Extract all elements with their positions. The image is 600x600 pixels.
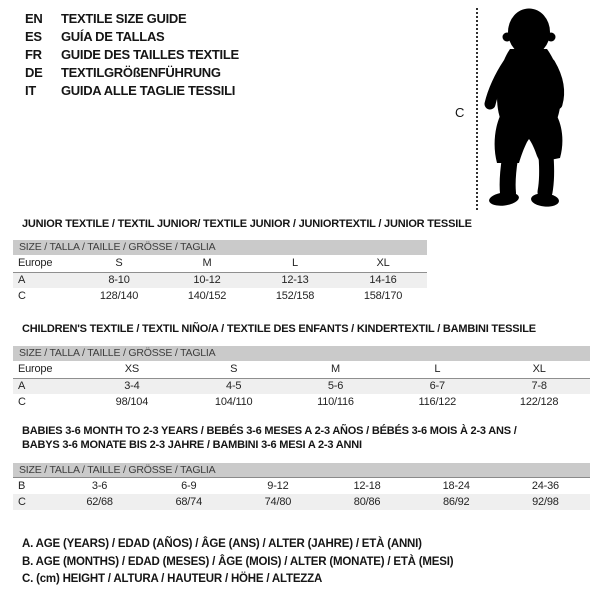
row-label: Europe [13, 255, 75, 272]
table-row [13, 255, 427, 272]
size-cell: 68/74 [144, 494, 233, 510]
language-code: EN [25, 10, 43, 26]
table-row [13, 478, 590, 494]
language-code: FR [25, 46, 42, 62]
size-cell: 6-7 [386, 378, 488, 394]
table-row [13, 361, 590, 378]
size-cell: 14-16 [339, 272, 427, 288]
section-title-line: CHILDREN'S TEXTILE / TEXTIL NIÑO/A / TEXTILE DES ENFANTS / KINDERTEXTIL / BAMBINI TESSILE [22, 323, 536, 335]
table-row [13, 288, 427, 304]
size-header-bar: SIZE / TALLA / TAILLE / GRÖSSE / TAGLIA [13, 463, 590, 478]
size-cell: M [163, 255, 251, 272]
size-cell: L [386, 361, 488, 378]
size-cell: L [251, 255, 339, 272]
size-cell: XL [339, 255, 427, 272]
size-header-bar: SIZE / TALLA / TAILLE / GRÖSSE / TAGLIA [13, 346, 590, 361]
size-cell: XL [488, 361, 590, 378]
size-cell: 128/140 [99, 290, 139, 302]
size-cell: 6-9 [181, 480, 197, 492]
size-cell: S [75, 255, 163, 272]
size-cell: 98/104 [115, 396, 149, 408]
children-size-table [13, 346, 590, 410]
section-title-line: JUNIOR TEXTILE / TEXTIL JUNIOR/ TEXTILE JUNIOR / JUNIORTEXTIL / JUNIOR TESSILE [22, 218, 472, 230]
footnote-age-years: A. AGE (YEARS) / EDAD (AÑOS) / ÂGE (ANS) / ALTER (JAHRE) / ETÀ (ANNI) [22, 538, 422, 550]
section-title-line: BABIES 3-6 MONTH TO 2-3 YEARS / BEBÉS 3-6 MESES A 2-3 AÑOS / BÉBÉS 3-6 MOIS À 2-3 ANS / [22, 425, 517, 437]
size-cell: 3-6 [91, 480, 108, 492]
size-cell: 3-4 [81, 378, 183, 394]
row-label: B [18, 480, 26, 492]
language-list [25, 9, 239, 99]
table-row [13, 494, 590, 510]
row-label: A [13, 272, 75, 288]
language-label: GUIDA ALLE TAGLIE TESSILI [61, 82, 236, 98]
row-label: C [18, 290, 26, 302]
size-cell: 110/116 [317, 396, 354, 408]
table-row [13, 272, 427, 288]
size-cell: 80/86 [322, 494, 411, 510]
footnote-age-months: B. AGE (MONTHS) / EDAD (MESES) / ÂGE (MOIS) / ALTER (MONATE) / ETÀ (MESI) [22, 555, 454, 568]
language-label: GUIDE DES TAILLES TEXTILE [61, 46, 239, 62]
children-section-title [22, 322, 536, 336]
size-cell: 116/122 [418, 396, 457, 408]
size-cell: 10-12 [163, 272, 251, 288]
language-row-fr [25, 45, 239, 63]
size-cell: 86/92 [412, 494, 501, 510]
language-row-es [25, 27, 239, 45]
size-cell: 8-10 [75, 272, 163, 288]
size-cell: 24-36 [531, 480, 559, 492]
measure-legend [22, 536, 453, 589]
size-cell: 9-12 [267, 480, 289, 492]
size-cell: 140/152 [187, 290, 227, 302]
row-label: A [13, 378, 81, 394]
size-cell: 122/128 [519, 396, 559, 408]
height-measure-line [476, 8, 478, 210]
junior-size-table [13, 240, 427, 304]
toddler-silhouette-icon [483, 6, 575, 208]
language-label: TEXTILGRÖßENFÜHRUNG [61, 64, 221, 80]
size-cell: 12-18 [353, 480, 381, 492]
babies-section-title [22, 424, 517, 452]
size-cell: 7-8 [488, 378, 590, 394]
language-row-it [25, 81, 239, 99]
language-code: DE [25, 64, 43, 80]
row-label: Europe [13, 361, 81, 378]
language-code: ES [25, 28, 42, 44]
row-label: C [18, 396, 26, 408]
row-label: C [13, 494, 55, 510]
language-row-en [25, 9, 239, 27]
language-label: TEXTILE SIZE GUIDE [61, 10, 187, 26]
height-measure-label: C [455, 105, 465, 120]
size-cell: 18-24 [442, 480, 470, 492]
size-cell: 92/98 [501, 494, 590, 510]
size-cell: 152/158 [275, 290, 315, 302]
section-title-line: BABYS 3-6 MONATE BIS 2-3 JAHRE / BAMBINI 3-6 MESI A 2-3 ANNI [22, 439, 362, 451]
language-code: IT [25, 82, 36, 98]
size-cell: S [183, 361, 285, 378]
junior-section-title [22, 217, 472, 231]
size-cell: 4-5 [183, 378, 285, 394]
size-cell: 74/80 [233, 494, 322, 510]
size-header-bar: SIZE / TALLA / TAILLE / GRÖSSE / TAGLIA [13, 240, 427, 255]
language-row-de [25, 63, 239, 81]
babies-size-table [13, 463, 590, 510]
table-row [13, 378, 590, 394]
size-cell: 12-13 [251, 272, 339, 288]
size-cell: 5-6 [285, 378, 387, 394]
language-label: GUÍA DE TALLAS [61, 28, 165, 44]
size-cell: 158/170 [363, 290, 403, 302]
size-cell: 104/110 [214, 396, 253, 408]
size-cell: M [285, 361, 387, 378]
size-cell: XS [81, 361, 183, 378]
table-row [13, 394, 590, 410]
footnote-height-cm: C. (cm) HEIGHT / ALTURA / HAUTEUR / HÖHE / ALTEZZA [22, 573, 323, 585]
size-cell: 62/68 [55, 494, 144, 510]
